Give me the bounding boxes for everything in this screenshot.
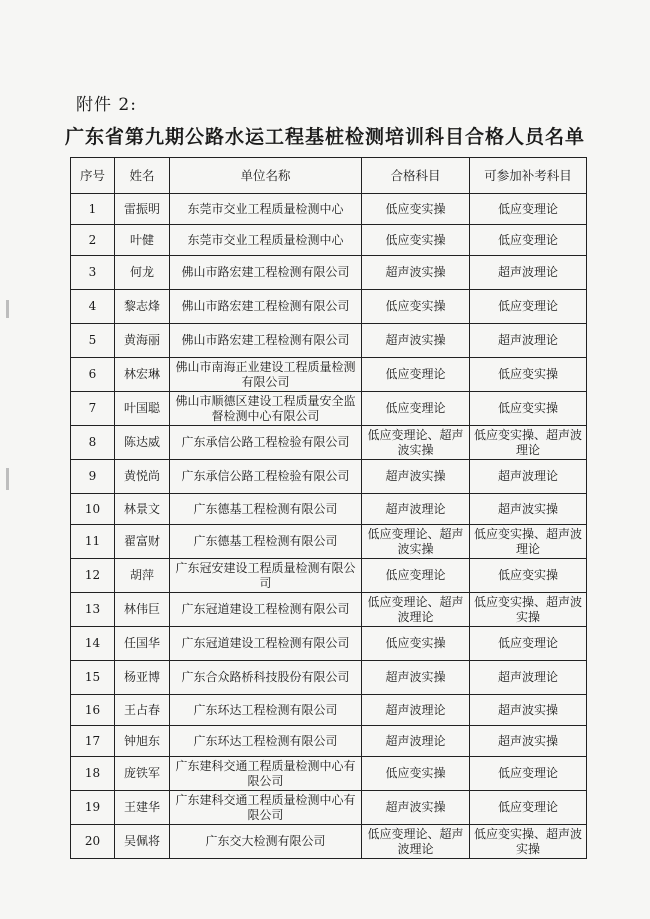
cell-retake-subjects: 低应变实操、超声波理论	[470, 426, 587, 460]
cell-person-name: 黄海丽	[115, 324, 170, 358]
cell-unit-name: 广东德基工程检测有限公司	[170, 494, 362, 525]
cell-person-name: 林景文	[115, 494, 170, 525]
table-row	[71, 559, 587, 593]
cell-passed-subjects: 低应变理论、超声波理论	[362, 593, 470, 627]
table-row	[71, 290, 587, 324]
cell-person-name: 王建华	[115, 791, 170, 825]
cell-person-name: 庞铁军	[115, 757, 170, 791]
cell-retake-subjects: 低应变理论	[470, 627, 587, 661]
table-row	[71, 791, 587, 825]
cell-passed-subjects: 低应变理论	[362, 392, 470, 426]
table-row	[71, 661, 587, 695]
cell-serial-number: 7	[71, 392, 115, 426]
cell-passed-subjects: 低应变实操	[362, 225, 470, 256]
table-row	[71, 256, 587, 290]
cell-passed-subjects: 低应变理论、超声波理论	[362, 825, 470, 859]
header-unit-name: 单位名称	[170, 158, 362, 194]
cell-person-name: 王占春	[115, 695, 170, 726]
cell-serial-number: 3	[71, 256, 115, 290]
table-row	[71, 695, 587, 726]
attachment-label: 附件 2:	[76, 95, 137, 115]
cell-passed-subjects: 超声波实操	[362, 324, 470, 358]
cell-retake-subjects: 超声波理论	[470, 460, 587, 494]
cell-person-name: 陈达威	[115, 426, 170, 460]
cell-unit-name: 广东环达工程检测有限公司	[170, 726, 362, 757]
cell-serial-number: 10	[71, 494, 115, 525]
table-row	[71, 358, 587, 392]
cell-serial-number: 17	[71, 726, 115, 757]
cell-serial-number: 8	[71, 426, 115, 460]
cell-passed-subjects: 低应变实操	[362, 194, 470, 225]
document-title: 广东省第九期公路水运工程基桩检测培训科目合格人员名单	[64, 126, 585, 148]
cell-person-name: 胡萍	[115, 559, 170, 593]
cell-person-name: 叶健	[115, 225, 170, 256]
cell-passed-subjects: 超声波实操	[362, 791, 470, 825]
cell-retake-subjects: 超声波实操	[470, 695, 587, 726]
cell-retake-subjects: 低应变实操、超声波实操	[470, 825, 587, 859]
scan-edge-mark	[6, 300, 9, 318]
cell-serial-number: 2	[71, 225, 115, 256]
table-row	[71, 627, 587, 661]
cell-retake-subjects: 低应变理论	[470, 225, 587, 256]
cell-passed-subjects: 低应变理论	[362, 358, 470, 392]
cell-unit-name: 广东冠安建设工程质量检测有限公司	[170, 559, 362, 593]
cell-person-name: 林宏琳	[115, 358, 170, 392]
cell-retake-subjects: 低应变理论	[470, 757, 587, 791]
table-row	[71, 392, 587, 426]
cell-serial-number: 12	[71, 559, 115, 593]
cell-retake-subjects: 超声波理论	[470, 256, 587, 290]
cell-unit-name: 广东承信公路工程检验有限公司	[170, 426, 362, 460]
cell-passed-subjects: 低应变理论、超声波实操	[362, 426, 470, 460]
header-name: 姓名	[115, 158, 170, 194]
cell-passed-subjects: 低应变实操	[362, 290, 470, 324]
table-row	[71, 525, 587, 559]
cell-serial-number: 5	[71, 324, 115, 358]
cell-person-name: 吴佩将	[115, 825, 170, 859]
table-row	[71, 494, 587, 525]
cell-serial-number: 6	[71, 358, 115, 392]
cell-person-name: 杨亚博	[115, 661, 170, 695]
cell-unit-name: 佛山市路宏建工程检测有限公司	[170, 256, 362, 290]
table-header-row	[71, 158, 587, 194]
table-row	[71, 757, 587, 791]
cell-serial-number: 11	[71, 525, 115, 559]
cell-serial-number: 9	[71, 460, 115, 494]
cell-unit-name: 东莞市交业工程质量检测中心	[170, 194, 362, 225]
cell-passed-subjects: 低应变理论	[362, 559, 470, 593]
cell-retake-subjects: 超声波实操	[470, 726, 587, 757]
cell-serial-number: 4	[71, 290, 115, 324]
cell-passed-subjects: 超声波理论	[362, 726, 470, 757]
cell-person-name: 叶国聪	[115, 392, 170, 426]
cell-retake-subjects: 超声波理论	[470, 324, 587, 358]
cell-passed-subjects: 超声波理论	[362, 695, 470, 726]
cell-unit-name: 佛山市顺德区建设工程质量安全监督检测中心有限公司	[170, 392, 362, 426]
header-serial-number: 序号	[71, 158, 115, 194]
cell-unit-name: 广东建科交通工程质量检测中心有限公司	[170, 791, 362, 825]
cell-retake-subjects: 超声波理论	[470, 661, 587, 695]
header-passed-subjects: 合格科目	[362, 158, 470, 194]
header-retake-subjects: 可参加补考科目	[470, 158, 587, 194]
cell-passed-subjects: 超声波实操	[362, 256, 470, 290]
table-row	[71, 324, 587, 358]
table-body	[71, 194, 587, 859]
cell-serial-number: 1	[71, 194, 115, 225]
table-row	[71, 194, 587, 225]
cell-unit-name: 广东建科交通工程质量检测中心有限公司	[170, 757, 362, 791]
cell-serial-number: 14	[71, 627, 115, 661]
cell-unit-name: 东莞市交业工程质量检测中心	[170, 225, 362, 256]
cell-retake-subjects: 低应变实操	[470, 392, 587, 426]
cell-serial-number: 20	[71, 825, 115, 859]
cell-retake-subjects: 低应变实操	[470, 559, 587, 593]
cell-person-name: 黎志烽	[115, 290, 170, 324]
cell-person-name: 任国华	[115, 627, 170, 661]
cell-retake-subjects: 低应变实操	[470, 358, 587, 392]
cell-passed-subjects: 超声波实操	[362, 460, 470, 494]
cell-serial-number: 13	[71, 593, 115, 627]
cell-unit-name: 广东冠道建设工程检测有限公司	[170, 593, 362, 627]
cell-passed-subjects: 低应变实操	[362, 757, 470, 791]
table-row	[71, 726, 587, 757]
table-row	[71, 460, 587, 494]
cell-unit-name: 广东冠道建设工程检测有限公司	[170, 627, 362, 661]
cell-serial-number: 19	[71, 791, 115, 825]
cell-unit-name: 佛山市路宏建工程检测有限公司	[170, 324, 362, 358]
scan-edge-mark	[6, 468, 9, 490]
cell-person-name: 雷振明	[115, 194, 170, 225]
cell-unit-name: 广东交大检测有限公司	[170, 825, 362, 859]
qualified-personnel-table	[70, 157, 587, 859]
cell-passed-subjects: 超声波实操	[362, 661, 470, 695]
table-row	[71, 593, 587, 627]
cell-passed-subjects: 低应变理论、超声波实操	[362, 525, 470, 559]
cell-person-name: 翟富财	[115, 525, 170, 559]
cell-serial-number: 15	[71, 661, 115, 695]
cell-person-name: 何龙	[115, 256, 170, 290]
table-row	[71, 825, 587, 859]
cell-serial-number: 16	[71, 695, 115, 726]
cell-retake-subjects: 低应变理论	[470, 290, 587, 324]
cell-passed-subjects: 低应变实操	[362, 627, 470, 661]
cell-person-name: 钟旭东	[115, 726, 170, 757]
table-row	[71, 426, 587, 460]
cell-retake-subjects: 低应变实操、超声波理论	[470, 525, 587, 559]
cell-retake-subjects: 低应变理论	[470, 791, 587, 825]
cell-retake-subjects: 超声波实操	[470, 494, 587, 525]
cell-person-name: 黄悦尚	[115, 460, 170, 494]
cell-passed-subjects: 超声波理论	[362, 494, 470, 525]
table-row	[71, 225, 587, 256]
cell-person-name: 林伟巨	[115, 593, 170, 627]
cell-unit-name: 佛山市南海正业建设工程质量检测有限公司	[170, 358, 362, 392]
cell-serial-number: 18	[71, 757, 115, 791]
cell-unit-name: 广东合众路桥科技股份有限公司	[170, 661, 362, 695]
cell-retake-subjects: 低应变实操、超声波实操	[470, 593, 587, 627]
cell-retake-subjects: 低应变理论	[470, 194, 587, 225]
cell-unit-name: 广东环达工程检测有限公司	[170, 695, 362, 726]
cell-unit-name: 广东德基工程检测有限公司	[170, 525, 362, 559]
cell-unit-name: 广东承信公路工程检验有限公司	[170, 460, 362, 494]
cell-unit-name: 佛山市路宏建工程检测有限公司	[170, 290, 362, 324]
